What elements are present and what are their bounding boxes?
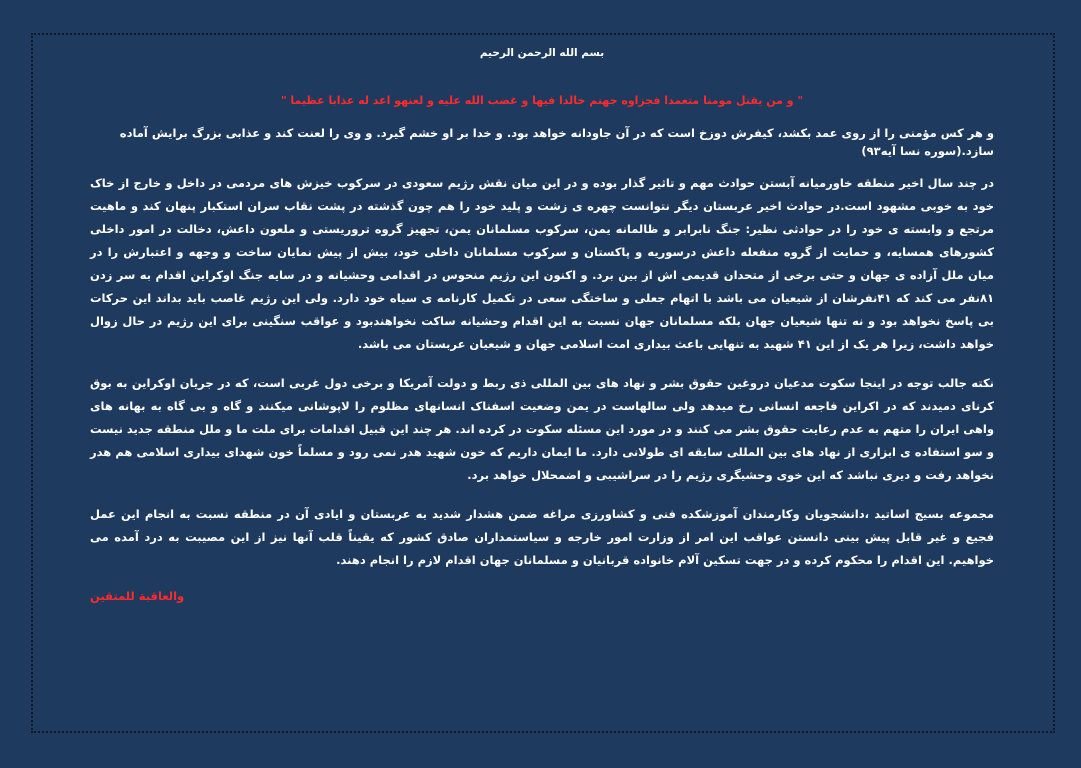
paragraph-condemnation-statement: مجموعه بسیج اساتید ،دانشجویان وکارمندان آموزشکده فنی و کشاورزی مراغه ضمن هشدار شدید به عربستان و ایادی آن در منطقه نسبت به انجام این عمل فجیع و غیر قابل پیش بینی دانستن عواقب این امر از وزارت امور خارجه و سیاستمداران صادق کشور که یقیناً قلب آنها نیز از این مصیبت به درد آمده می خواهیم. این اقدام را محکوم کرده و در جهت تسکین آلام خانواده قربانیان و مسلمانان جهان اقدام لازم را انجام دهند. [90, 507, 994, 567]
basmala-heading: بسم الله الرحمن الرحيم [479, 47, 605, 59]
closing-phrase: والعاقبة للمتقين [90, 589, 185, 603]
paragraph-human-rights-silence: نکته جالب توجه در اینجا سکوت مدعیان دروغین حقوق بشر و نهاد های بین المللی ذی ربط و دولت آمریکا و برخی دول غربی است، که در جریان اوکراین به بوق کرنای دمیدند که در اکراین فاجعه انسانی رخ میدهد ولی سالهاست در یمن وضعیت اسفناک انسانهای مظلوم را لاپوشانی میکنند و گاه و بی گاه به بهانه های واهی ایران را متهم به عدم رعایت حقوق بشر می کنند و در مورد این مسئله سکوت در کرده اند. هر چند این قبیل اقدامات برای ملت ما و ملل منطقه جدید نیست و سو استفاده ی ابزاری از نهاد های بین المللی سابقه ای طولانی دارد. ما ایمان داریم که خون شهید هدر نمی رود و مسلماً خون شهدای بیداری اسلامی هم هدر نخواهد رفت و دیری نباشد که این خوی وحشیگری رژیم را در سراشیبی و اضمحلال خواهد برد. [90, 376, 994, 482]
verse-translation: و هر کس مؤمنی را از روی عمد بکشد، کیفرش دوزخ است که در آن جاودانه خواهد بود. و خدا بر او خشم گیرد. و وی را لعنت کند و عذابی بزرگ برایش آماده سازد.(سوره نسا آیه۹۳) [119, 126, 994, 158]
paragraph-saudi-regime: در چند سال اخیر منطقه خاورمیانه آبستن حوادث مهم و تاثیر گذار بوده و در این میان نقش رژیم سعودی در سرکوب خیزش های مردمی در داخل و خارج از خاک خود به خوبی مشهود است.در حوادث اخیر عربستان دیگر نتوانست چهره ی زشت و پلید خود را هم چون گذشته در پشت نقاب سران استکبار پنهان کند و ماهیت مرتجع و وابسته ی خود را در حوادثی نظیر: جنگ نابرابر و ظالمانه یمن، سرکوب مسلمانان یمن، تجهیز گروه تروریستی و ملعون داعش، دخالت در امور داخلی کشورهای همسایه، و حمایت از گروه منفعله داعش درسوریه و پاکستان و سرکوب مسلمانان داخلی خود، بیش از پیش نمایان ساخت و وجهه و اعتبارش را در میان ملل آزاده ی جهان و حتی برخی از متحدان قدیمی اش از بین برد. و اکنون این رژیم منحوس در اقدامی وحشیانه و در سایه جنگ اوکراین اقدام به سر زدن ۸۱نفر می کند که ۴۱نفرشان از شیعیان می باشد با اتهام جعلی و ساختگی سعی در تکمیل کارنامه ی سیاه خود دارد. ولی این رژیم غاصب باید بداند این حرکات بی پاسخ نخواهد بود و نه تنها شیعیان جهان بلکه مسلمانان جهان نسبت به این اقدام وحشیانه ساکت نخواهندبود و عواقب سنگینی برای این رژیم در حال زوال خواهد داشت، زیرا هر یک از این ۴۱ شهید به تنهایی باعث بیداری امت اسلامی جهان و شیعیان عربستان می باشد. [90, 176, 994, 351]
statement-document [90, 44, 994, 606]
quran-verse: " و من يقتل مومنا متعمدا فجزاوه جهنم خالدا فيها و غضب الله عليه و لعنهو اعد له عذابا عظيما " [280, 94, 804, 107]
